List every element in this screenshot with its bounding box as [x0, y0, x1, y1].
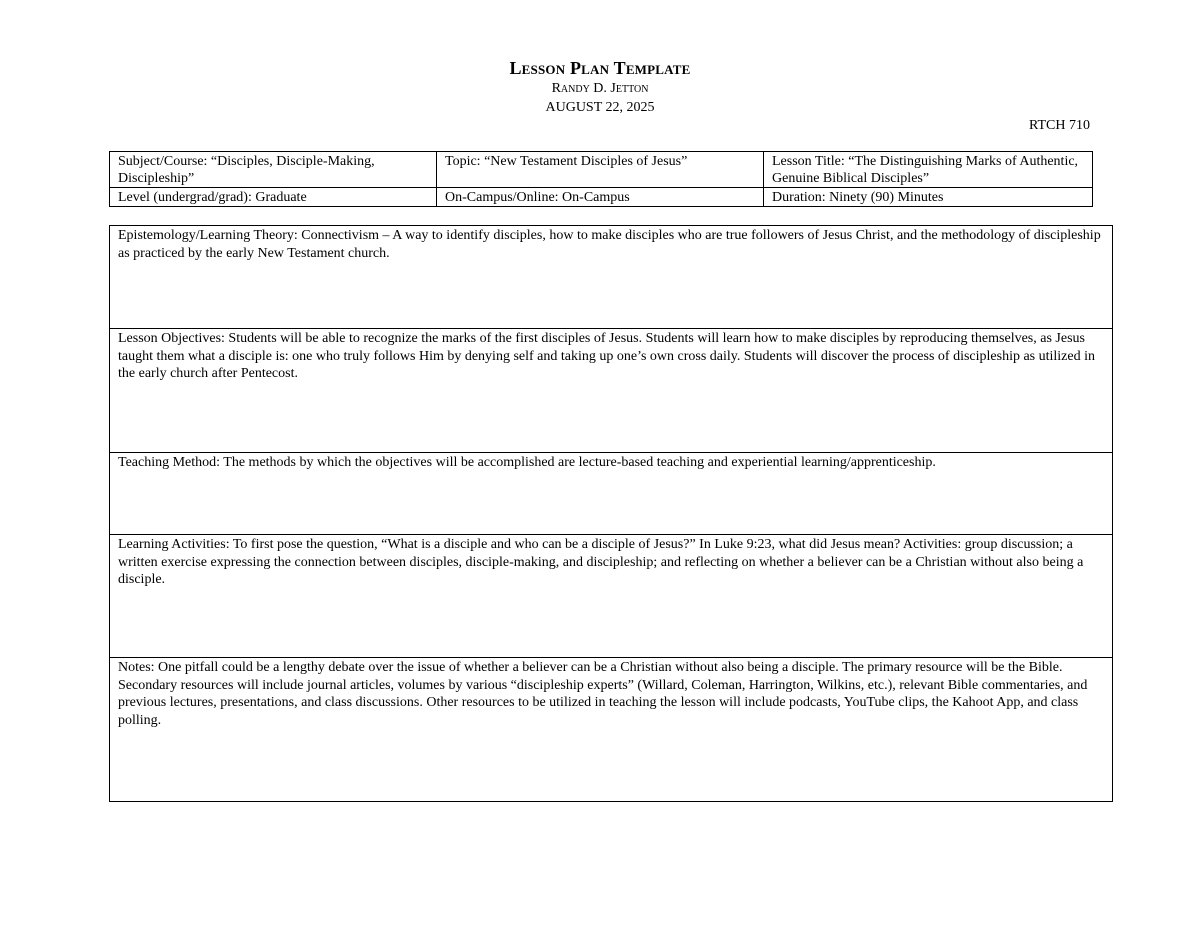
document-title: Lesson Plan Template: [509, 58, 691, 78]
epistemology-section: Epistemology/Learning Theory: Connectivism – A way to identify disciples, how to make disciples who are true followers of Jesus Christ, and the methodology of discipleship as practiced by the early New Testament church.: [110, 226, 1112, 329]
lesson-info-table: [109, 151, 1093, 207]
learning-activities-section: Learning Activities: To first pose the question, “What is a disciple and who can be a disciple of Jesus?” In Luke 9:23, what did Jesus mean? Activities: group discussion; a written exercise expressing the connection between disciples, disciple-making, and discipleship; and reflecting on whether a believer can be a Christian without also being a disciple.: [110, 535, 1112, 658]
duration-cell: Duration: Ninety (90) Minutes: [764, 188, 1093, 207]
delivery-mode-cell: On-Campus/Online: On-Campus: [437, 188, 764, 207]
notes-section: Notes: One pitfall could be a lengthy debate over the issue of whether a believer can be a Christian without also being a disciple. The primary resource will be the Bible. Secondary resources will include journal articles, volumes by various “discipleship experts” (Willard, Coleman, Harrington, Wilkins, etc.), relevant Bible commentaries, and previous lectures, presentations, and class discussions. Other resources to be utilized in teaching the lesson will include podcasts, YouTube clips, the Kahoot App, and class polling.: [118, 660, 1088, 728]
lesson-sections-box: [109, 225, 1113, 802]
subject-course-cell: Subject/Course: “Disciples, Disciple-Making, Discipleship”: [110, 152, 437, 188]
teaching-method-section: Teaching Method: The methods by which the objectives will be accomplished are lecture-based teaching and experiential learning/apprenticeship.: [110, 453, 1112, 535]
level-cell: Level (undergrad/grad): Graduate: [110, 188, 437, 207]
document-date: AUGUST 22, 2025: [545, 100, 655, 115]
lesson-title-cell: Lesson Title: “The Distinguishing Marks of Authentic, Genuine Biblical Disciples”: [764, 152, 1093, 188]
objectives-section: Lesson Objectives: Students will be able to recognize the marks of the first disciples of Jesus. Students will learn how to make disciples by reproducing themselves, as Jesus taught them what a disciple is: one who truly follows Him by denying self and taking up one’s own cross daily. Students will discover the process of discipleship as utilized in the early church after Pentecost.: [110, 329, 1112, 453]
author-name: Randy D. Jetton: [551, 81, 649, 96]
info-row-2: [110, 188, 1093, 207]
course-code: RTCH 710: [1029, 118, 1090, 133]
info-row-1: [110, 152, 1093, 188]
topic-cell: Topic: “New Testament Disciples of Jesus”: [437, 152, 764, 188]
